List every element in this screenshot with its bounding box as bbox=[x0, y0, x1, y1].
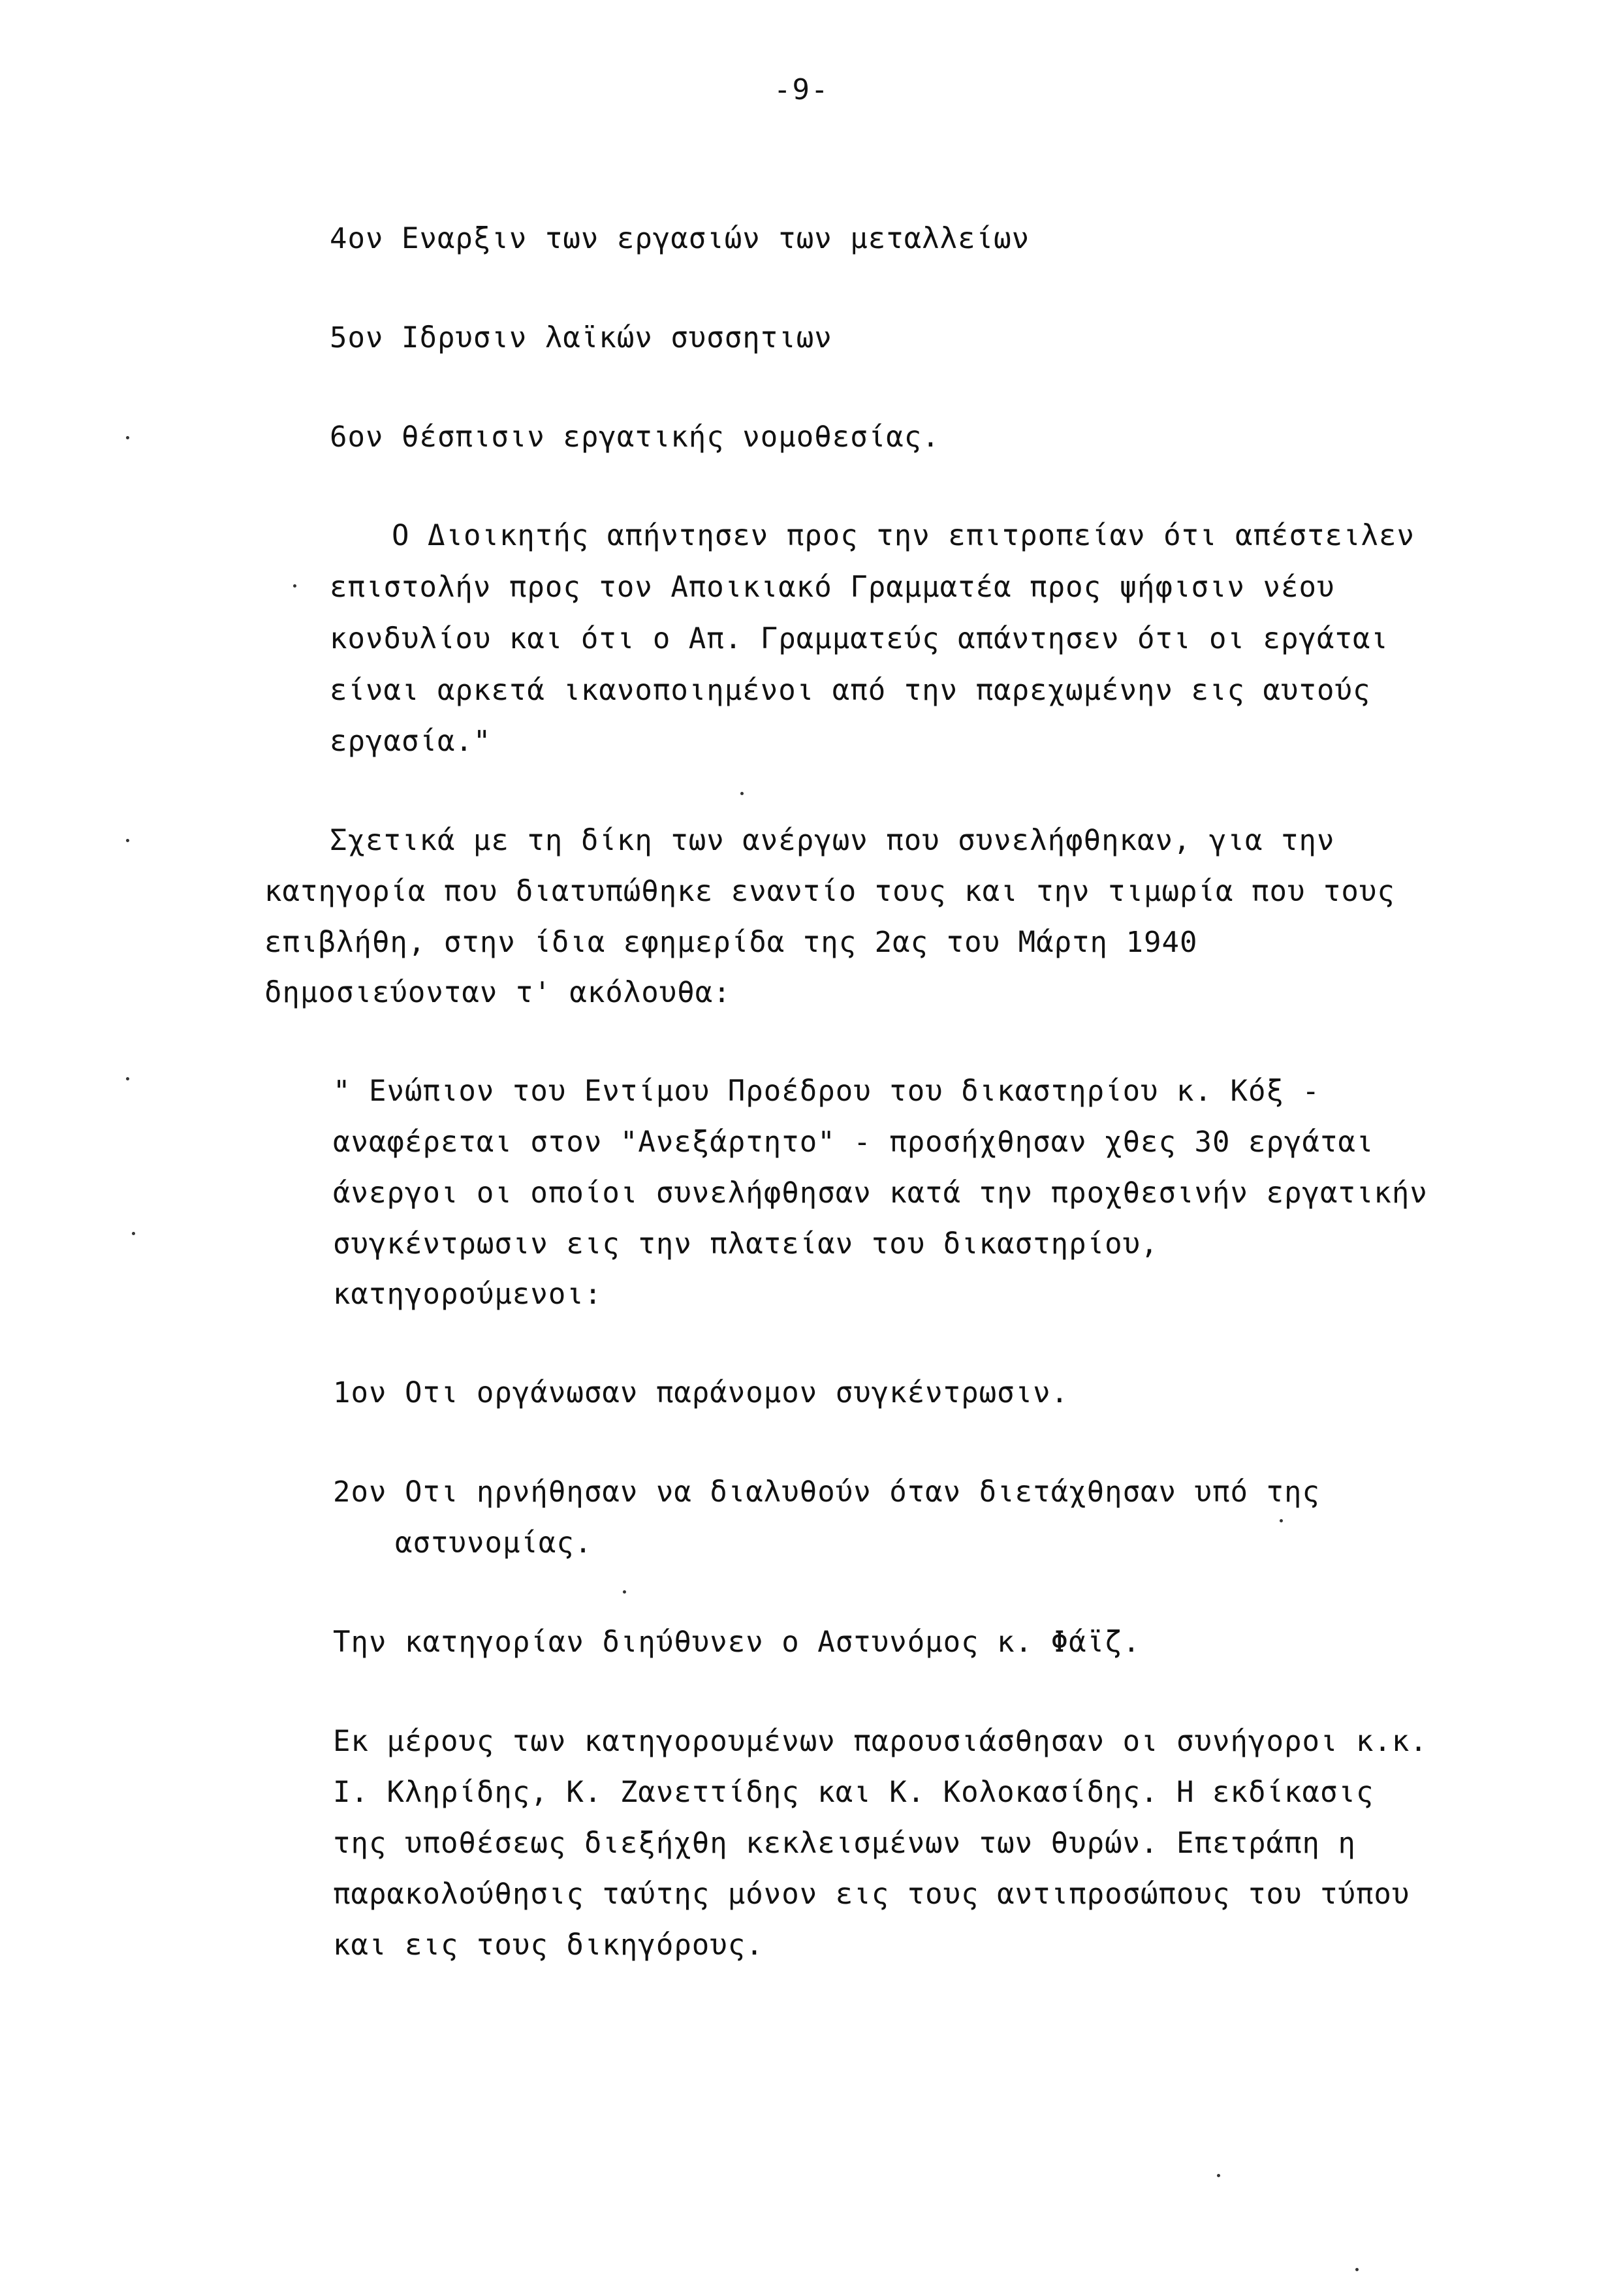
scan-speck bbox=[1355, 2268, 1359, 2271]
scan-speck bbox=[126, 1077, 129, 1080]
quote-line: αναφέρεται στον "Ανεξάρτητο" - προσήχθησαν χθες 30 εργάται bbox=[333, 1125, 1374, 1159]
paragraph-line: κονδυλίου και ότι ο Απ. Γραμματεύς απάντησεν ότι οι εργάται bbox=[330, 622, 1389, 655]
paragraph-line: Την κατηγορίαν διηύθυνεν ο Αστυνόμος κ. Φάϊζ. bbox=[333, 1626, 1141, 1659]
paragraph-line: Εκ μέρους των κατηγορουμένων παρουσιάσθησαν οι συνήγοροι κ.κ. bbox=[333, 1725, 1428, 1758]
paragraph-line: δημοσιεύονταν τ' ακόλουθα: bbox=[264, 976, 731, 1009]
list-item: 4ον Εναρξιν των εργασιών των μεταλλείων bbox=[330, 222, 1030, 255]
charge-item-continuation: αστυνομίας. bbox=[395, 1526, 593, 1560]
quote-line: συγκέντρωσιν εις την πλατείαν του δικαστηρίου, bbox=[333, 1227, 1159, 1261]
quote-line: " Ενώπιον του Εντίμου Προέδρου του δικαστηρίου κ. Κόξ - bbox=[333, 1075, 1320, 1108]
scan-speck bbox=[126, 436, 129, 439]
charge-item: 2ον Οτι ηρνήθησαν να διαλυθούν όταν διετάχθησαν υπό της bbox=[333, 1475, 1320, 1509]
paragraph-line: παρακολούθησις ταύτης μόνον εις τους αντιπροσώπους του τύπου bbox=[333, 1878, 1410, 1911]
scan-speck bbox=[293, 584, 296, 588]
paragraph-line: Σχετικά με τη δίκη των ανέργων που συνελήφθηκαν, για την bbox=[330, 824, 1335, 857]
paragraph-line: κατηγορία που διατυπώθηκε εναντίο τους και την τιμωρία που τους bbox=[264, 875, 1395, 908]
paragraph-line: επιβλήθη, στην ίδια εφημερίδα της 2ας του Μάρτη 1940 bbox=[264, 926, 1198, 959]
list-item: 6ον θέσπισιν εργατικής νομοθεσίας. bbox=[330, 420, 940, 454]
paragraph-line: Ι. Κληρίδης, Κ. Ζανεττίδης και Κ. Κολοκασίδης. Η εκδίκασις bbox=[333, 1776, 1374, 1809]
scan-speck bbox=[132, 1232, 135, 1235]
charge-item: 1ον Οτι οργάνωσαν παράνομον συγκέντρωσιν. bbox=[333, 1376, 1069, 1409]
paragraph-line: είναι αρκετά ικανοποιημένοι από την παρεχωμένην εις αυτούς bbox=[330, 674, 1371, 707]
paragraph-line: Ο Διοικητής απήντησεν προς την επιτροπείαν ότι απέστειλεν bbox=[392, 519, 1415, 552]
list-item: 5ον Ιδρυσιν λαϊκών συσσητιων bbox=[330, 321, 832, 354]
quote-line: κατηγορούμενοι: bbox=[333, 1278, 603, 1311]
paragraph-line: εργασία." bbox=[330, 725, 492, 758]
scan-speck bbox=[1217, 2174, 1220, 2177]
scan-speck bbox=[1280, 1519, 1283, 1522]
paragraph-line: της υποθέσεως διεξήχθη κεκλεισμένων των θυρών. Επετράπη η bbox=[333, 1827, 1356, 1860]
paragraph-line: και εις τους δικηγόρους. bbox=[333, 1928, 764, 1962]
quote-line: άνεργοι οι οποίοι συνελήφθησαν κατά την προχθεσινήν εργατικήν bbox=[333, 1176, 1428, 1210]
scan-speck bbox=[126, 839, 129, 842]
scan-speck bbox=[623, 1590, 626, 1594]
scan-speck bbox=[740, 792, 744, 795]
page-number: -9- bbox=[774, 73, 830, 106]
paragraph-line: επιστολήν προς τον Αποικιακό Γραμματέα προς ψήφισιν νέου bbox=[330, 571, 1335, 604]
